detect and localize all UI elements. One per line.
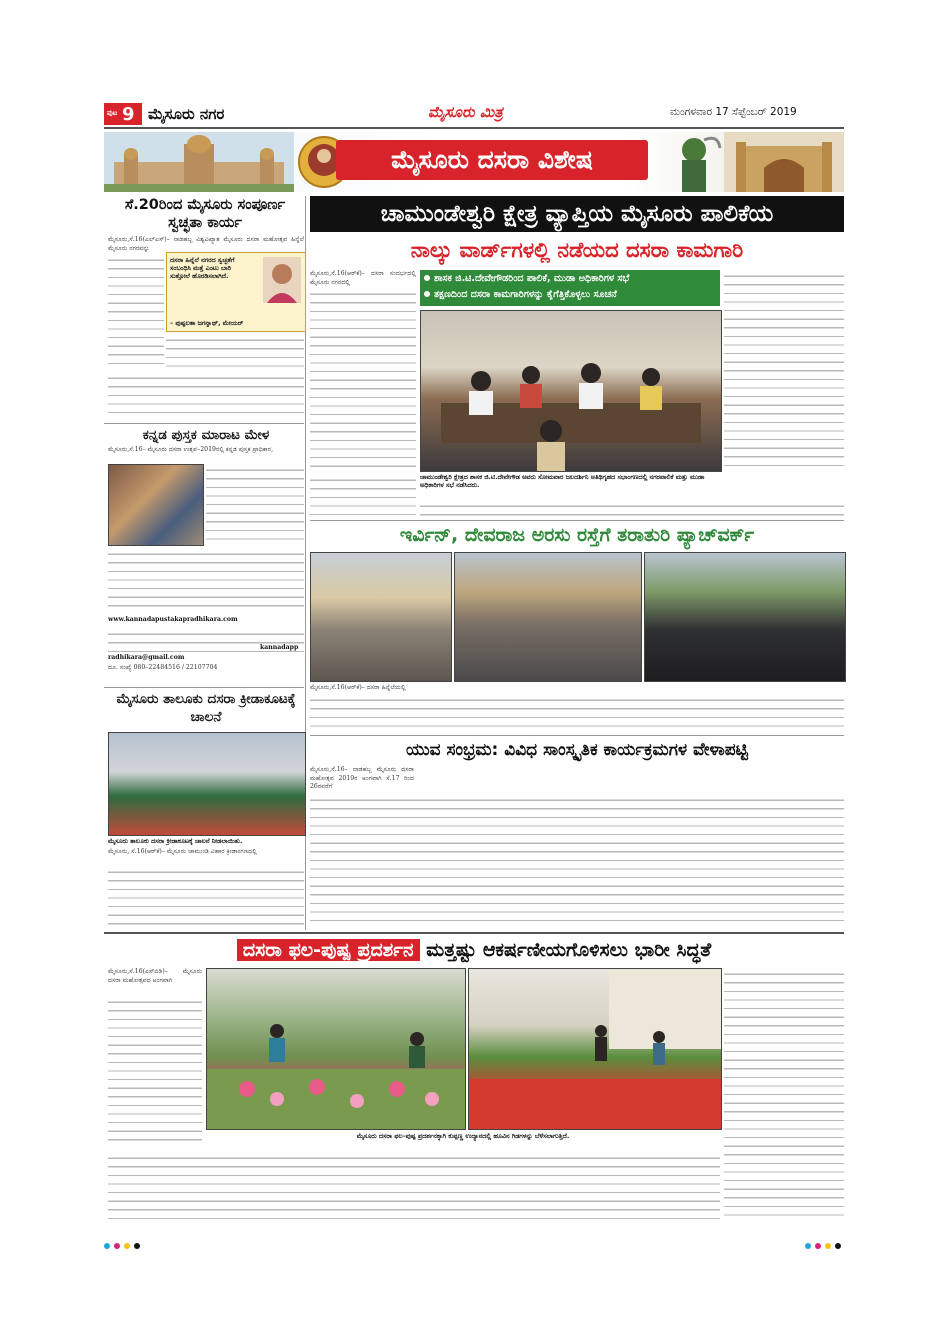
book-fair-email: radhikara@gmail.com	[108, 654, 185, 661]
patchwork-headline: ಇರ್ವಿನ್, ದೇವರಾಜ ಅರಸು ರಸ್ತೆಗೆ ತರಾತುರಿ ಪ್ಯಾಚ್‌ವರ್ಕ್	[399, 524, 755, 546]
lead-dateline: ಮೈಸೂರು,ಸೆ.16(ಆರ್‌ಕೆ)– ದಸರಾ ಸಂದರ್ಭದಲ್ಲಿ ಮೈಸೂರು ನಗರದಲ್ಲಿ	[310, 270, 416, 286]
section-rule	[104, 932, 844, 934]
flower-body-col4	[724, 968, 844, 1222]
black-mark-icon	[134, 1243, 140, 1249]
yellow-mark-icon	[124, 1243, 130, 1249]
story-headline-sports: ಮೈಸೂರು ತಾಲೂಕು ದಸರಾ ಕ್ರೀಡಾಕೂಟಕ್ಕೆ ಚಾಲನೆ	[116, 691, 296, 725]
story-dateline-cleanliness: ಮೈಸೂರು,ಸೆ.16(ಎಲ್ಎಸ್)– ನಾಡಹಬ್ಬ ವಿಶ್ವವಿಖ್ಯಾತ ಮೈಸೂರು ದಸರಾ ಮಹೋತ್ಸವ ಹಿನ್ನೆಲೆ ಮೈಸೂರು ನಗರವನ್ನು	[108, 236, 304, 252]
flower-headline-rest: ಮತ್ತಷ್ಟು ಆಕರ್ಷಣೀಯಗೊಳಿಸಲು ಭಾರೀ ಸಿದ್ಧತೆ	[419, 939, 712, 961]
dasara-banner	[104, 132, 844, 192]
story-body-book-fair-a	[206, 464, 304, 544]
lead-subheadline: ನಾಲ್ಕು ವಾರ್ಡ್‌ಗಳಲ್ಲಿ ನಡೆಯದ ದಸರಾ ಕಾಮಗಾರಿ	[410, 238, 744, 262]
palace-gate-illustration	[724, 132, 844, 192]
lead-bullet-2	[424, 289, 716, 300]
story-divider	[104, 687, 304, 688]
header-rule	[104, 127, 844, 129]
meeting-photo	[420, 310, 722, 472]
book-fair-phone: ದೂ. ಸಂಖ್ಯೆ 080–22484516 / 22107704	[108, 664, 218, 671]
meeting-photo-caption: ಚಾಮುಂಡೇಶ್ವರಿ ಕ್ಷೇತ್ರದ ಶಾಸಕ ಜಿ.ಟಿ.ದೇವೇಗೌಡ ಅವರು ಸೋಮವಾರ ಜಲದರ್ಶಿನಿ ಅತಿಥಿಗೃಹದ ಸಭಾಂಗಣದಲ್ಲಿ ನಗರಪಾಲಿಕೆ ಮತ್ತು ಮುಡಾ ಅಧಿಕಾರಿಗಳ ಸಭೆ ನಡೆಸಿದರು.	[420, 473, 705, 489]
road-photo-3	[644, 552, 846, 682]
mayor-quote-text: ದಸರಾ ಹಿನ್ನೆಲೆ ನಗರದ ಸ್ವಚ್ಛತೆಗೆ ಸಂಬಂಧಿಸಿ ಮತ್ತೆ ಎಂಟು ಬಾರಿ ಸುತ್ತೋಲೆ ಹೊರಡಿಸಲಾಗಿದೆ.	[170, 256, 235, 280]
story-body-cleanliness-c	[108, 372, 304, 420]
mayor-quote-author: – ಪುಷ್ಪಲತಾ ಜಗನ್ನಾಥ್, ಮೇಯರ್	[170, 319, 244, 327]
mahishasura-illustration	[664, 132, 724, 192]
lead-body-col3	[724, 270, 844, 470]
masthead: ಮೈಸೂರು ಮಿತ್ರ	[428, 103, 503, 121]
cyan-mark-icon	[104, 1243, 110, 1249]
lead-body-col1	[310, 288, 416, 470]
mayor-quote-box	[166, 252, 306, 332]
lead-bullet-1-text: ಶಾಸಕ ಜಿ.ಟಿ.ದೇವೇಗೌಡರಿಂದ ಪಾಲಿಕೆ, ಮುಡಾ ಅಧಿಕಾರಿಗಳ ಸಭೆ	[434, 273, 630, 284]
bullet-dot-icon	[424, 291, 430, 297]
road-photo-1	[310, 552, 452, 682]
flower-dateline: ಮೈಸೂರು,ಸೆ.16(ಎಸ್‌ಬಿಡಿ)– ಮೈಸೂರು ದಸರಾ ಮಹೋತ್ಸವದ ಅಂಗವಾಗಿ	[108, 968, 202, 984]
bullet-dot-icon	[424, 275, 430, 281]
flower-headline-highlight: ದಸರಾ ಫಲ-ಪುಷ್ಪ ಪ್ರದರ್ಶನ	[237, 939, 420, 961]
flower-photo-caption: ಮೈಸೂರು ದಸರಾ ಫಲ–ಪುಷ್ಪ ಪ್ರದರ್ಶನಕ್ಕಾಗಿ ಕುಪ್ಪಣ್ಣ ಉದ್ಯಾನದಲ್ಲಿ ಹೂವಿನ ಗಿಡಗಳನ್ನು ಬೆಳೆಸಲಾಗುತ್ತಿದೆ.	[356, 1132, 570, 1140]
page-number: 9	[122, 104, 135, 125]
black-mark-icon	[835, 1243, 841, 1249]
yuva-headline: ಯುವ ಸಂಭ್ರಮ: ವಿವಿಧ ಸಾಂಸ್ಕೃತಿಕ ಕಾರ್ಯಕ್ರಮಗಳ ವೇಳಾಪಟ್ಟಿ	[406, 740, 748, 760]
lead-bullet-1	[424, 273, 716, 284]
cyan-mark-icon	[805, 1243, 811, 1249]
patchwork-body	[310, 694, 844, 732]
yuva-body	[310, 794, 844, 928]
story-body-book-fair-b	[108, 548, 304, 614]
book-fair-email-start: kannadapp	[260, 644, 299, 651]
story-body-cleanliness-b	[166, 334, 304, 370]
lead-body-bottom-a	[310, 474, 416, 518]
story-divider	[104, 423, 304, 424]
page-number-box	[104, 103, 142, 125]
flower-body-col1	[108, 996, 202, 1148]
registration-marks	[104, 1234, 144, 1253]
story-dateline-sports: ಮೈಸೂರು, ಸೆ.16(ಆರ್‌ಕೆ)– ಮೈಸೂರು ಚಾಮುಂಡಿ ವಿಹಾರ ಕ್ರೀಡಾಂಗಣದಲ್ಲಿ	[108, 848, 257, 855]
lead-body-bottom-b	[420, 500, 844, 518]
story-divider	[310, 520, 844, 521]
flower-body-bottom	[108, 1152, 720, 1222]
book-fair-website: www.kannadapustakapradhikara.com	[108, 616, 238, 623]
issue-date: ಮಂಗಳವಾರ 17 ಸೆಪ್ಟೆಂಬರ್ 2019	[670, 106, 797, 118]
book-fair-photo	[108, 464, 204, 546]
flower-headline	[104, 936, 844, 964]
yuva-dateline: ಮೈಸೂರು,ಸೆ.16– ನಾಡಹಬ್ಬ ಮೈಸೂರು ದಸರಾ ಮಹೋತ್ಸವ 2019ರ ಅಂಗವಾಗಿ ಸೆ.17 ರಿಂದ 26ರವರೆಗೆ	[310, 766, 414, 791]
sports-event-photo	[108, 732, 306, 836]
story-dateline-book-fair: ಮೈಸೂರು,ಸೆ.16– ಮೈಸೂರು ದಸರಾ ಉತ್ಸವ–2019ರಲ್ಲಿ ಕನ್ನಡ ಪುಸ್ತಕ ಪ್ರಾಧಿಕಾರ,	[108, 446, 274, 453]
story-body-sports	[108, 866, 304, 928]
story-headline-cleanliness: ಸೆ.20ರಿಂದ ಮೈಸೂರು ಸಂಪೂರ್ಣ ಸ್ವಚ್ಛತಾ ಕಾರ್ಯ	[124, 197, 286, 231]
flower-photo-greenhouse	[206, 968, 466, 1130]
palace-illustration	[104, 132, 294, 192]
lead-bullet-2-text: ತಕ್ಷಣದಿಂದ ದಸರಾ ಕಾಮಗಾರಿಗಳನ್ನು ಕೈಗೆತ್ತಿಕೊಳ್ಳಲು ಸೂಚನೆ	[434, 289, 617, 300]
meeting-scene	[421, 311, 721, 471]
magenta-mark-icon	[815, 1243, 821, 1249]
greenhouse-scene	[207, 969, 465, 1129]
sports-photo-caption: ಮೈಸೂರು ತಾಲೂಕು ದಸರಾ ಕ್ರೀಡಾಕೂಟಕ್ಕೆ ಚಾಲನೆ ನೀಡಲಾಯಿತು.	[108, 837, 243, 845]
mayor-portrait	[263, 257, 301, 303]
yellow-mark-icon	[825, 1243, 831, 1249]
registration-marks	[805, 1234, 845, 1253]
story-headline-book-fair: ಕನ್ನಡ ಪುಸ್ತಕ ಮಾರಾಟ ಮೇಳ	[142, 427, 270, 443]
patchwork-dateline: ಮೈಸೂರು,ಸೆ.16(ಆರ್‌ಕೆ)– ದಸರಾ ಹಿನ್ನೆಲೆಯಲ್ಲಿ	[310, 684, 406, 691]
magenta-mark-icon	[114, 1243, 120, 1249]
lead-bullet-box	[420, 270, 720, 306]
garden-scene	[469, 969, 721, 1129]
story-body-cleanliness-a	[108, 254, 164, 370]
road-photo-2	[454, 552, 642, 682]
lead-headline: ಚಾಮುಂಡೇಶ್ವರಿ ಕ್ಷೇತ್ರ ವ್ಯಾಪ್ತಿಯ ಮೈಸೂರು ಪಾಲಿಕೆಯ	[310, 196, 844, 232]
story-divider	[310, 735, 844, 736]
page-label: ಪುಟ	[107, 109, 118, 117]
banner-title: ಮೈಸೂರು ದಸರಾ ವಿಶೇಷ	[336, 140, 648, 180]
section-title: ಮೈಸೂರು ನಗರ	[148, 105, 225, 123]
flower-photo-garden	[468, 968, 722, 1130]
